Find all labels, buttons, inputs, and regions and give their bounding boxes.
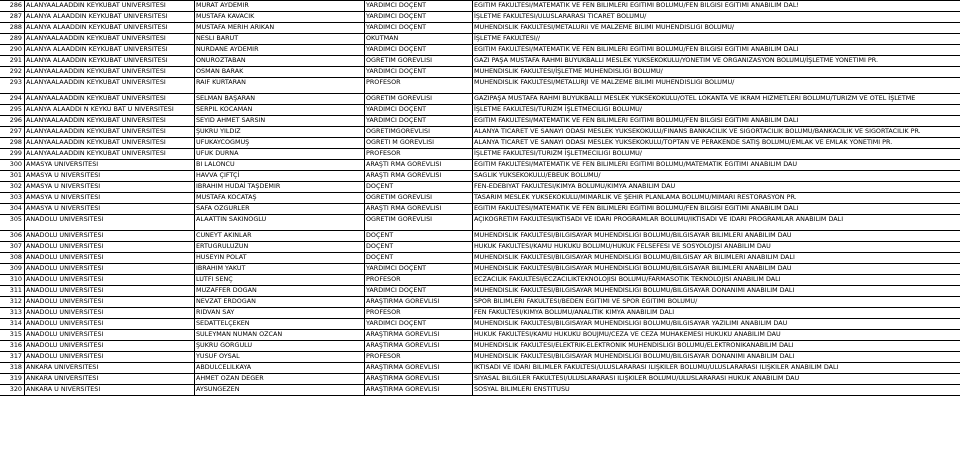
university-cell: ALANYAALAADDIN KEYKUBAT UNIVERSITESI <box>24 67 194 77</box>
title-cell: DOÇENT <box>364 182 472 192</box>
row-number: 307 <box>9 242 22 250</box>
title-cell: YARDIMCI DOÇENT <box>364 105 472 115</box>
row-number: 316 <box>9 341 22 349</box>
university-cell: ANADOLU UNIVERSITESI <box>24 264 194 274</box>
unit-cell: MUHENDISLIK FAKULTESI/BILGISAYAR MUHENDISLIGI BOLUMU/BILGISAY AR BILIMLERI ANABILIM DALI <box>472 253 960 263</box>
name-cell: UFUKAYCOGMUŞ <box>194 138 364 148</box>
university-cell: ALANYA ALAADDI N KEYKU BAT U NIVERSITESI <box>24 105 194 115</box>
unit-cell: MUHENDISLIK FAKULTESI/METALURJI VE MALZEME BILIMI MUHENDISLIGI BOLUMU/ <box>472 78 960 93</box>
unit-cell: HUKUK FAKULTESI/KAMU HUKUKU BOUJMU/CEZA VE CEZA MUHAKEMESI HUKUKU ANABILIM DAU <box>472 330 960 340</box>
university-cell: ANADOLU UNIVERSITESI <box>24 231 194 241</box>
row-number: 308 <box>9 253 22 261</box>
title-cell: DOÇENT <box>364 253 472 263</box>
unit-cell: EGITIM FAKULTESI/MATEMATIK VE FEN BILIMLERI EGITIMI BOLUMU/FEN BILGISI EGITIMI ANABILIM DALI <box>472 204 960 214</box>
university-cell: ALANYA ALAADDIN KEYKUBAT UNIVERSITESI <box>24 56 194 66</box>
unit-cell: HUKUK FAKULTESI/KAMU HUKUKU BOLUMU/HUKUK FELSEFESI VE SOSYOLOJISI ANABILIM DAU <box>472 242 960 252</box>
university-cell: ALANYAALAADDIN KEYKUBAT UNIVERSITESI <box>24 94 194 104</box>
table-row <box>0 307 960 318</box>
university-cell: AMASYA U NIVERSITESI <box>24 193 194 203</box>
title-cell: PROFESOR <box>364 352 472 362</box>
unit-cell: AÇIKOGRETIM FAKULTESI/IKTISADI VE IDARI PROGRAMLAR BOLUMU/IKTISADI VE IDARI PROGRAMLAR ANABILIM DALI <box>472 215 960 230</box>
title-cell: OGRETIM GOREVLISI <box>364 56 472 66</box>
university-cell: ANADOLU UNIVERSITESI <box>24 253 194 263</box>
unit-cell: ALANYA TICARET VE SANAYI ODASI MESLEK YUKSEKOKULU/FINANS BANKACILIK VE SIGORTACILIK BOLUMU/BANKACILIK VE SIGORTACILIK PR. <box>472 127 960 137</box>
name-cell: SEYID AHMET SARSIN <box>194 116 364 126</box>
table-row <box>0 148 960 159</box>
title-cell: YARDIMCI DOÇENT <box>364 67 472 77</box>
table-row <box>0 55 960 66</box>
table-row <box>0 22 960 33</box>
title-cell: OGRETIM GOREVLISI <box>364 215 472 230</box>
unit-cell: EGITIM FAKULTESI/MATEMATIK VE FEN BILIMLERI EGITIMI BOLUMU/MATEMATIK EGITIMI ANABILIM DAU <box>472 160 960 170</box>
table-row <box>0 296 960 307</box>
name-cell: UFUK DURNA <box>194 149 364 159</box>
university-cell: ANKARA UNIVERSITESI <box>24 363 194 373</box>
table-row <box>0 340 960 351</box>
name-cell: SERPIL KOCAMAN <box>194 105 364 115</box>
title-cell: PROFESOR <box>364 149 472 159</box>
row-number: 320 <box>9 385 22 393</box>
unit-cell: SOSYAL BILIMLERI ENSTITUSU <box>472 385 960 395</box>
name-cell: LUTFI SENÇ <box>194 275 364 285</box>
title-cell: ARAŞTI RMA GOREVLISI <box>364 171 472 181</box>
name-cell: ERTUGRULUZUN <box>194 242 364 252</box>
unit-cell: MUHENDISLIK FAKULTESI/BILGISAYAR MUHENDISLIGI BOLUMU/BILGISAYAR BILIMLERI ANABILIM DAU <box>472 264 960 274</box>
title-cell: PROFESOR <box>364 308 472 318</box>
unit-cell: MUHENDISLIK FAKULTESI/BILGISAYAR MUHENDISLIGI BOLUMU/BILGISAYAR YAZILIMI ANABILIM DAU <box>472 319 960 329</box>
table-row <box>0 66 960 77</box>
row-number: 304 <box>9 204 22 212</box>
unit-cell: SAGLIK YUKSEKOKULU/EBEUK BOLUMU/ <box>472 171 960 181</box>
title-cell: YARDIMCI DOÇENT <box>364 286 472 296</box>
row-number: 313 <box>9 308 22 316</box>
table-row <box>0 170 960 181</box>
row-number: 294 <box>9 94 22 102</box>
university-cell: AMASYA UNIVERSITESI <box>24 160 194 170</box>
university-cell: AMASYA U NIVERSITESI <box>24 182 194 192</box>
unit-cell: FEN-EDEBIYAT FAKULTESI/KIMYA BOLUMU/KIMYA ANABILIM DAU <box>472 182 960 192</box>
row-number: 306 <box>9 231 22 239</box>
row-number: 295 <box>9 105 22 113</box>
row-number: 309 <box>9 264 22 272</box>
table-row <box>0 351 960 362</box>
unit-cell: İŞLETME FAKULTESI/TURIZM İŞLETMECILIGI BOLUMU/ <box>472 105 960 115</box>
title-cell: ARAŞTIRMA GOREVLISI <box>364 363 472 373</box>
title-cell: YARDIMCI DOÇENT <box>364 1 472 11</box>
name-cell: HUSEYIN POLAT <box>194 253 364 263</box>
table-row <box>0 126 960 137</box>
row-number: 297 <box>9 127 22 135</box>
table-row <box>0 203 960 214</box>
title-cell: PROFESOR <box>364 275 472 285</box>
title-cell: DOÇENT <box>364 231 472 241</box>
title-cell: OKUTMAN <box>364 34 472 44</box>
name-cell: NEVZAT ERDOGAN <box>194 297 364 307</box>
name-cell: ONUROZTABAN <box>194 56 364 66</box>
unit-cell: GAZIPAŞA MUSTAFA RAHMI BUYUKBALLI MESLEK YUKSEKOKULU/OTEL LOKANTA VE IKRAM HIZMETLERI BOLUMU/TURIZM VE OTEL İŞLETME <box>472 94 960 104</box>
university-cell: ALANYAALAADDIN KEYKUBAT UNIVERSITESI <box>24 138 194 148</box>
name-cell: MUSTAFA KOCATAŞ <box>194 193 364 203</box>
name-cell: NURDANE AYDEMIR <box>194 45 364 55</box>
row-number: 315 <box>9 330 22 338</box>
row-number: 290 <box>9 45 22 53</box>
unit-cell: İŞLETME FAKULTESI// <box>472 34 960 44</box>
title-cell: PROFESOR <box>364 78 472 93</box>
row-number: 291 <box>9 56 22 64</box>
university-cell: AMASYA U NIVERSITESI <box>24 171 194 181</box>
name-cell: NESLI BARUT <box>194 34 364 44</box>
row-number: 311 <box>9 286 22 294</box>
table-row <box>0 329 960 340</box>
table-row <box>0 0 960 11</box>
name-cell: ABDULCELILKAYA <box>194 363 364 373</box>
university-cell: ANADOLU UNIVERSITESI <box>24 330 194 340</box>
unit-cell: MUHENDISLIK FAKULTESI/BILGISAYAR MUHENDISLIGI BOLUMU/BILGISAYAR DONANIMI ANABILIM DALI <box>472 352 960 362</box>
title-cell: ARAŞTIRMA GOREVLISI <box>364 297 472 307</box>
row-number: 286 <box>9 1 22 9</box>
title-cell: ARAŞTIRMA GOREVLISI <box>364 330 472 340</box>
university-cell: ALANYAALAADDIN KEYKUBAT UNIVERSITESI <box>24 34 194 44</box>
university-cell: ANKARA U NIVERSITESI <box>24 385 194 395</box>
name-cell: MUSTAFA MERIH ARIKAN <box>194 23 364 33</box>
row-number: 292 <box>9 67 22 75</box>
unit-cell: İŞLETME FAKULTESI/ULUSLARARASI TICARET BOLUMU/ <box>472 12 960 22</box>
name-cell: ALAATTIN SAKINOGLU <box>194 215 364 230</box>
row-number: 318 <box>9 363 22 371</box>
table-row <box>0 241 960 252</box>
university-cell: ANADOLU UNIVERSITESI <box>24 215 194 230</box>
table-row <box>0 137 960 148</box>
title-cell: OGRETIM GOREVLISI <box>364 94 472 104</box>
name-cell: OSMAN BARAK <box>194 67 364 77</box>
unit-cell: FEN FAKULTESI/KIMYA BOLUMU/ANALITIK KIMYA ANABILIM DALI <box>472 308 960 318</box>
row-number: 300 <box>9 160 22 168</box>
table-row <box>0 373 960 384</box>
title-cell: OGRETIM GOREVLISI <box>364 193 472 203</box>
name-cell: SAFA OZGURLER <box>194 204 364 214</box>
title-cell: ARAŞTIRMA GOREVLISI <box>364 385 472 395</box>
name-cell: IBRAHIM YAKUT <box>194 264 364 274</box>
unit-cell: MUHENDISLIK FAKULTESI/METALURii VE MALZEME BILIMI MUHENDISLIGI BOLUMU/ <box>472 23 960 33</box>
row-number: 312 <box>9 297 22 305</box>
table-row <box>0 44 960 55</box>
university-cell: AMASYA U NIVERSITESI <box>24 204 194 214</box>
row-number: 319 <box>9 374 22 382</box>
row-number: 305 <box>9 215 22 223</box>
title-cell: YARDIMCI DOÇENT <box>364 23 472 33</box>
university-cell: ANADOLU UNIVERSITESI <box>24 352 194 362</box>
name-cell: CUNEYT AKINLAR <box>194 231 364 241</box>
university-cell: ANADOLU UNIVERSITESI <box>24 297 194 307</box>
title-cell: OGRETIMGOREVLISI <box>364 127 472 137</box>
table-row <box>0 115 960 126</box>
unit-cell: MUHENDISLIK FAKULTESI/BILGISAYAR MUHENDISLIGI BOLUMU/BILGISAYAR DONANIMI ANABILIM DALI <box>472 286 960 296</box>
title-cell: YARDIMCI DOÇENT <box>364 45 472 55</box>
title-cell: ARAŞTIRMA GOREVLISI <box>364 374 472 384</box>
name-cell: RAIF KURTARAN <box>194 78 364 93</box>
name-cell: SULEYMAN NUMAN OZCAN <box>194 330 364 340</box>
unit-cell: İŞLETME FAKULTESI/TURIZM İŞLETMECILIGI BOLUMU/ <box>472 149 960 159</box>
unit-cell: EGITIM FAKULTESI/MATEMATIK VE FEN BILIMLERI EGITIMI BOLUMU/FEN BILGISI EGITIMI ANABILIM DAL! <box>472 1 960 11</box>
university-cell: ANKARA UNIVERSITESI <box>24 374 194 384</box>
university-cell: ALANYA ALAADDIN KEYKUBAT UNIVERSITESI <box>24 45 194 55</box>
unit-cell: MUHENDISLIK FAKULTESI/İŞLETME MUHENDISLIGI BOLUMU/ <box>472 67 960 77</box>
name-cell: AHMET OZAN DEGER <box>194 374 364 384</box>
unit-cell: ECZACILIK FAKULTESI/ECZACILIKTEKNOLOJISI BOLUMU/FARMASOTIK TEKNOLOJISI ANABILIM DALI <box>472 275 960 285</box>
title-cell: YARDIMCI DOÇENT <box>364 12 472 22</box>
row-number: 317 <box>9 352 22 360</box>
university-cell: ALANYAALAADDIN KEYKUBAT UNIVERSITESI <box>24 78 194 93</box>
unit-cell: EGITIM FAKULTESI/MATEMATIK VE FEN BILIMLERI EGITIMI BOLUMU/FEN BILGISI EGITIMI ANABILIM DALI <box>472 45 960 55</box>
unit-cell: MUHENDISLIK FAKULTESI/ELEKTRIK-ELEKTRONIK MUHENDISLIGI BOLUMU/ELEKTRONIKANABILIM DALI <box>472 341 960 351</box>
row-number: 287 <box>9 12 22 20</box>
unit-cell: GAZI PAŞA MUSTAFA RAHMI BUYUKBALLI MESLEK YUKSEKOKULU/YONETIM VE ORGANIZASYON BOLUMU/İŞLETME YONETIMI PR. <box>472 56 960 66</box>
name-cell: RIDVAN SAY <box>194 308 364 318</box>
title-cell: ARAŞTI RMA GOREVLISI <box>364 160 472 170</box>
row-number: 296 <box>9 116 22 124</box>
row-number: 303 <box>9 193 22 201</box>
table-row <box>0 362 960 373</box>
name-cell: IBRAHIM HUDAİ TAŞDEMIR <box>194 182 364 192</box>
table-row <box>0 159 960 170</box>
university-cell: ALANYAALAADDIN KEYKUBAT UNIVERSITESI <box>24 149 194 159</box>
table-row <box>0 274 960 285</box>
university-cell: ALANYA ALAADDIN KEYKUBAT UNIVERSITESI <box>24 12 194 22</box>
row-number: 302 <box>9 182 22 190</box>
university-cell: ANADOLU UNIVERSITESI <box>24 341 194 351</box>
row-number: 293 <box>9 78 22 86</box>
table-row <box>0 93 960 104</box>
name-cell: MUZAFFER DOGAN <box>194 286 364 296</box>
university-cell: ALANYAALAADDIN KEYKUBAT UNIVERSITESI <box>24 1 194 11</box>
name-cell: BI LALONCU <box>194 160 364 170</box>
university-cell: ANADOLU UNIVERSITESI <box>24 308 194 318</box>
unit-cell: MUHENDISLIK FAKULTESI/BILGISAYAR MUHENDISLIGI BOLUMU/BILGISAYAR BILIMLERI ANABILIM DAU <box>472 231 960 241</box>
name-cell: ŞUKRU GORGULU <box>194 341 364 351</box>
university-cell: ALANYAALAADDIN KEYKUBAT UNIVERSITESI <box>24 127 194 137</box>
university-cell: ANADOLU UNIVERSITESI <box>24 275 194 285</box>
table-row <box>0 33 960 44</box>
name-cell: SELMAN BAŞARAN <box>194 94 364 104</box>
name-cell: MURAT AYDEMIR <box>194 1 364 11</box>
title-cell: YARDIMCI DOÇENT <box>364 116 472 126</box>
name-cell: AYSUNGEZEN <box>194 385 364 395</box>
university-cell: ANADOLU UNIVERSITESI <box>24 286 194 296</box>
title-cell: ARAŞTI RMA GOREVLISI <box>364 204 472 214</box>
name-cell: HAVVA ÇIFTÇİ <box>194 171 364 181</box>
title-cell: YARDIMCI DOÇENT <box>364 319 472 329</box>
row-number: 288 <box>9 23 22 31</box>
table-row <box>0 384 960 396</box>
title-cell: OGRETI M GOREVLISI <box>364 138 472 148</box>
name-cell: YUSUF OYSAL <box>194 352 364 362</box>
table-row <box>0 181 960 192</box>
university-cell: ANADOLU UNIVERSITESI <box>24 319 194 329</box>
unit-cell: EGITIM FAKULTESI/MATEMATIK VE FEN BILIMLERI EGITIMI BOLUMU/FEN BILGISI EGITIMI ANABILIM DALI <box>472 116 960 126</box>
table-row <box>0 263 960 274</box>
university-cell: ALANYA ALAADDIN KEYKUBAT UNIVERSITESI <box>24 23 194 33</box>
unit-cell: TASARIM MESLEK YUKSEKOKULU/MIMARLIK VE ŞEHIR PLANLAMA BOLUMU/MIMARI RESTORASYON PR. <box>472 193 960 203</box>
row-number: 289 <box>9 34 22 42</box>
name-cell: MUSTAFA KAVACIK <box>194 12 364 22</box>
row-number: 310 <box>9 275 22 283</box>
title-cell: DOÇENT <box>364 242 472 252</box>
table-row <box>0 252 960 263</box>
row-number: 301 <box>9 171 22 179</box>
table-row <box>0 77 960 93</box>
row-number: 299 <box>9 149 22 157</box>
table-row <box>0 192 960 203</box>
unit-cell: SIYASAL BILGILER FAKULTESI/ULUSLARARASI ILIŞKILER BOLUMU/ULUSLARARASI HUKUK ANABILIM DAU <box>472 374 960 384</box>
name-cell: SEDATTELÇEKEN <box>194 319 364 329</box>
table-row <box>0 104 960 115</box>
row-number: 298 <box>9 138 22 146</box>
table-row <box>0 318 960 329</box>
title-cell: ARAŞTIRMA GOREVLISI <box>364 341 472 351</box>
row-number: 314 <box>9 319 22 327</box>
unit-cell: ALANYA TICARET VE SANAYI ODASI MESLEK YUKSEKOKULU/TOPTAN VE PERAKENDE SATIŞ BOLUMU/EMLAK VE EMLAK YONETIMI PR. <box>472 138 960 148</box>
university-cell: ALANYAALAADDIN KEYKUBAT UNIVERSITESI <box>24 116 194 126</box>
table-row <box>0 230 960 241</box>
unit-cell: IKTISADI VE IDARI BILIMLER FAKULTESI/ULUSLARARASI ILIŞKILER BOLUMU/ULUSLARARASI ILIŞKILER ANABILIM DALI <box>472 363 960 373</box>
name-cell: ŞUKRU YILDIZ <box>194 127 364 137</box>
title-cell: YARDIMCI DOÇENT <box>364 264 472 274</box>
university-cell: ANADOLU UNIVERSITESI <box>24 242 194 252</box>
unit-cell: SPOR BILIMLERI FAKULTESI/BEDEN EGITIMI VE SPOR EGITIMI BOLUMU/ <box>472 297 960 307</box>
table-row <box>0 285 960 296</box>
table-row <box>0 11 960 22</box>
table-row <box>0 214 960 230</box>
